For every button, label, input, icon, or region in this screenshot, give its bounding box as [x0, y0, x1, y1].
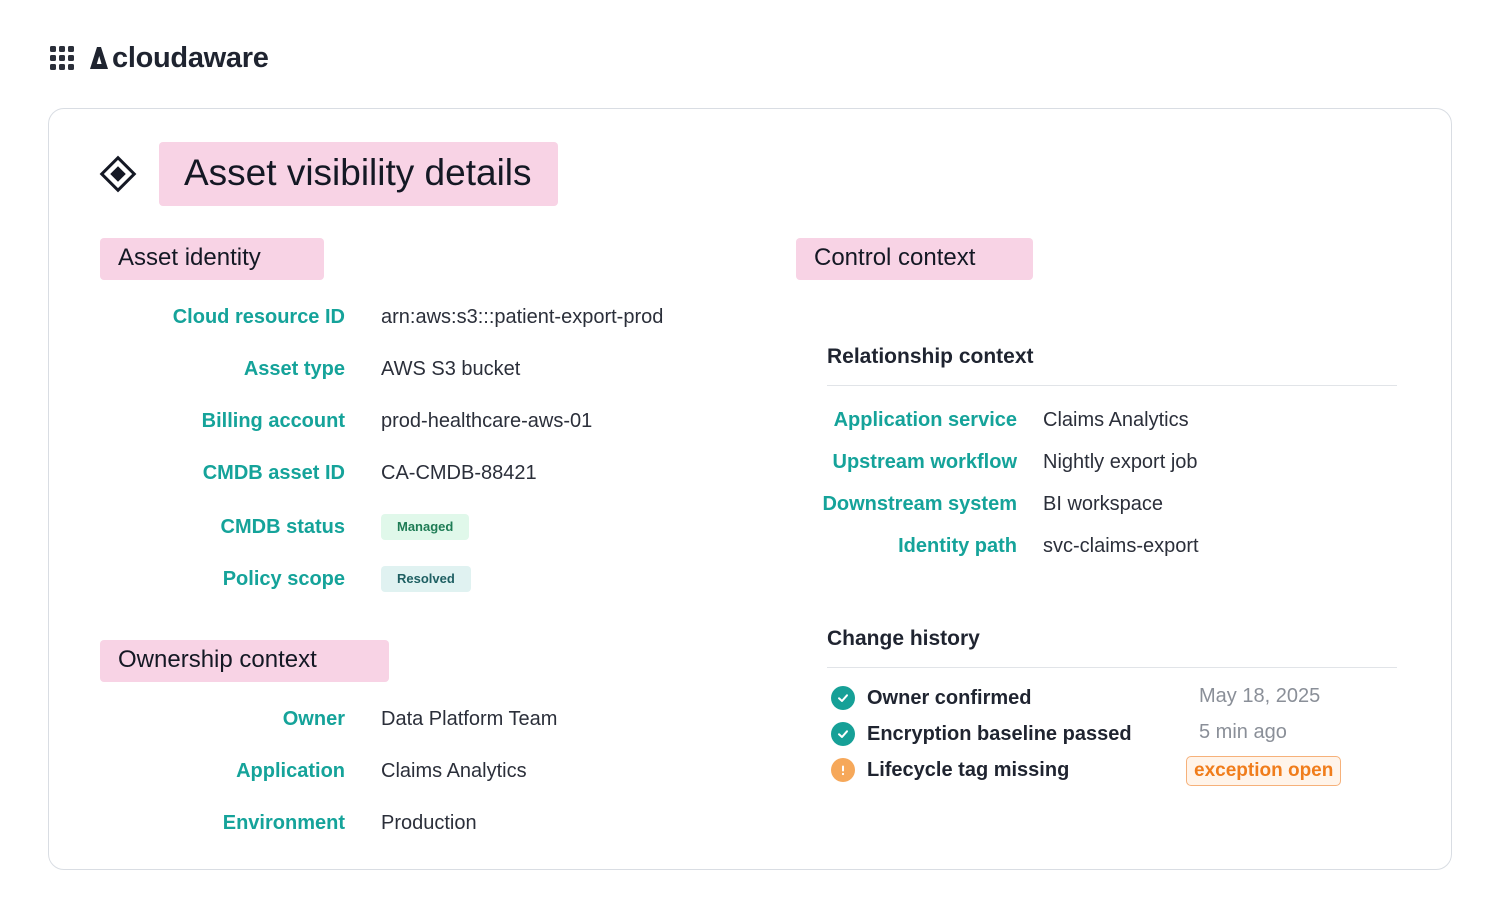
- kv-label: Owner: [282, 707, 345, 730]
- kv-value: prod-healthcare-aws-01: [381, 409, 593, 432]
- status-badge-wrapper: [381, 514, 469, 540]
- kv-label: CMDB status: [220, 515, 345, 538]
- asset-identity-heading: Asset identity: [100, 238, 324, 280]
- kv-value: Claims Analytics: [381, 759, 527, 782]
- history-text: Owner confirmed: [867, 686, 1032, 709]
- brand-name: cloudaware: [112, 41, 269, 74]
- kv-row-downstream-system: [809, 489, 1163, 519]
- grid-icon[interactable]: [50, 46, 74, 70]
- status-badge-wrapper: [381, 566, 471, 592]
- divider: [827, 667, 1397, 668]
- kv-row-policy-scope: [100, 564, 471, 594]
- kv-label: Policy scope: [222, 567, 345, 590]
- kv-label: Downstream system: [822, 492, 1017, 515]
- ownership-context-heading: Ownership context: [100, 640, 389, 682]
- kv-label: Cloud resource ID: [172, 305, 345, 328]
- asset-details-card: [48, 108, 1452, 870]
- kv-value: Production: [381, 811, 477, 834]
- kv-row-upstream-workflow: [809, 447, 1198, 477]
- page-title: Asset visibility details: [159, 142, 558, 206]
- control-context-heading: Control context: [796, 238, 1033, 280]
- kv-label: Identity path: [898, 534, 1017, 557]
- kv-value: AWS S3 bucket: [381, 357, 521, 380]
- kv-value: arn:aws:s3:::patient-export-prod: [381, 305, 664, 328]
- diamond-icon: [99, 155, 137, 193]
- kv-label: Environment: [222, 811, 345, 834]
- title-row: [99, 142, 558, 206]
- cloudaware-logo-icon: [88, 45, 110, 71]
- check-circle-icon: [831, 686, 855, 710]
- history-text: Encryption baseline passed: [867, 722, 1132, 745]
- history-text: Lifecycle tag missing: [867, 758, 1070, 781]
- kv-label: CMDB asset ID: [202, 461, 345, 484]
- exception-badge[interactable]: exception open: [1186, 756, 1341, 786]
- divider: [827, 385, 1397, 386]
- kv-row-cmdb-status: [100, 512, 469, 542]
- change-history-heading: Change history: [827, 627, 980, 650]
- kv-label: Application service: [833, 408, 1017, 431]
- kv-row-owner: [100, 704, 557, 734]
- kv-row-billing-account: [100, 406, 592, 436]
- history-timestamp: May 18, 2025: [1199, 685, 1321, 707]
- check-circle-icon: [831, 722, 855, 746]
- kv-value: svc-claims-export: [1043, 534, 1199, 557]
- history-item-encryption-baseline: [831, 719, 1132, 749]
- kv-row-application-service: [809, 405, 1189, 435]
- brand-logo[interactable]: [88, 42, 269, 75]
- kv-value: Data Platform Team: [381, 707, 558, 730]
- history-timestamp: 5 min ago: [1199, 721, 1287, 743]
- status-badge: Resolved: [381, 566, 471, 592]
- kv-row-application: [100, 756, 527, 786]
- kv-label: Asset type: [243, 357, 345, 380]
- relationship-context-heading: Relationship context: [827, 345, 1034, 368]
- status-badge: Managed: [381, 514, 469, 540]
- kv-value: CA-CMDB-88421: [381, 461, 537, 484]
- kv-value: Claims Analytics: [1043, 408, 1189, 431]
- kv-row-asset-type: [100, 354, 520, 384]
- history-item-owner-confirmed: [831, 683, 1031, 713]
- history-item-lifecycle-tag: [831, 755, 1069, 785]
- kv-value: Nightly export job: [1043, 450, 1198, 473]
- kv-label: Billing account: [201, 409, 345, 432]
- warning-circle-icon: [831, 758, 855, 782]
- kv-row-cmdb-asset-id: [100, 458, 537, 488]
- kv-row-environment: [100, 808, 477, 838]
- kv-value: BI workspace: [1043, 492, 1164, 515]
- kv-row-cloud-resource-id: [100, 302, 663, 332]
- kv-label: Upstream workflow: [832, 450, 1017, 473]
- top-bar: [50, 40, 269, 76]
- kv-label: Application: [236, 759, 345, 782]
- kv-row-identity-path: [809, 531, 1199, 561]
